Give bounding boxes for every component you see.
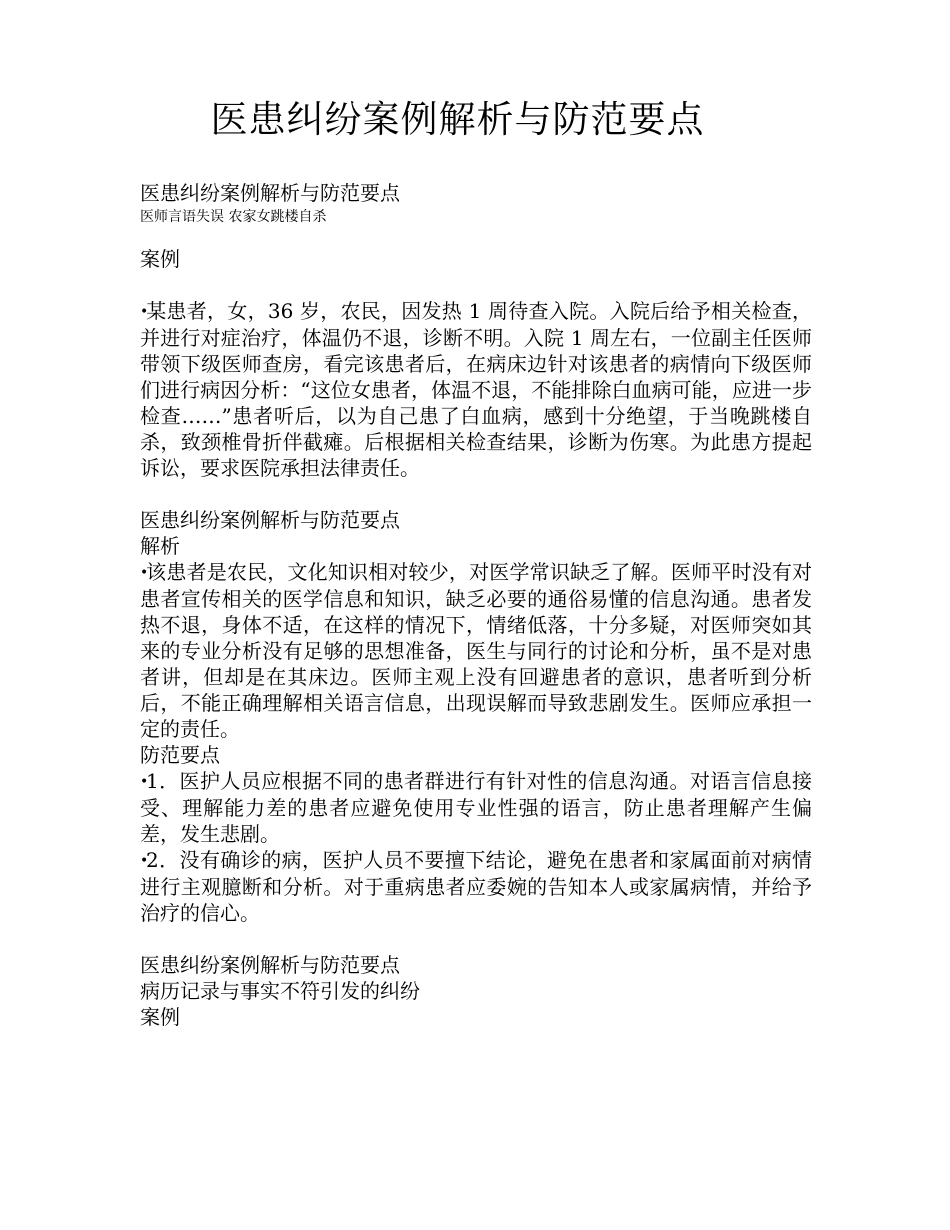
case-label: 案例 bbox=[140, 1005, 180, 1029]
bullet-icon: • bbox=[140, 565, 149, 581]
section-header: 医患纠纷案例解析与防范要点 bbox=[140, 181, 400, 205]
prevention-label: 防范要点 bbox=[140, 743, 220, 767]
section-header: 医患纠纷案例解析与防范要点 bbox=[140, 953, 400, 977]
document-body bbox=[140, 180, 812, 1030]
analysis-paragraph bbox=[140, 559, 812, 742]
case-paragraph bbox=[140, 298, 812, 481]
section-subtitle: 医师言语失误 农家女跳楼自杀 bbox=[140, 209, 327, 225]
analysis-label: 解析 bbox=[140, 534, 180, 558]
bullet-icon: • bbox=[140, 853, 149, 869]
bullet-icon: • bbox=[140, 774, 149, 790]
case-text: 某患者，女，36 岁，农民，因发热 1 周待查入院。入院后给予相关检查，并进行对症治疗，体温仍不退，诊断不明。入院 1 周左右，一位副主任医师带领下级医师查房，看完该患者后，在病床边针对该患者的病情向下级医师们进行病因分析：“这位女患者，体温不退，不能排除白血病可能，应进一步检查……”患者听后，以为自己患了白血病，感到十分绝望，于当晚跳楼自杀，致颈椎骨折伴截瘫。后根据相关检查结果，诊断为伤寒。为此患方提起诉讼，要求医院承担法律责任。 bbox=[140, 299, 812, 480]
bullet-icon: • bbox=[140, 304, 149, 320]
section-subtitle: 病历记录与事实不符引发的纠纷 bbox=[140, 979, 420, 1003]
prevention-point-text: 1．医护人员应根据不同的患者群进行有针对性的信息沟通。对语言信息接受、理解能力差的患者应避免使用专业性强的语言，防止患者理解产生偏差，发生悲剧。 bbox=[140, 769, 812, 846]
prevention-point bbox=[140, 768, 812, 847]
document-title: 医患纠纷案例解析与防范要点 bbox=[210, 98, 705, 141]
prevention-point bbox=[140, 847, 812, 926]
section-header: 医患纠纷案例解析与防范要点 bbox=[140, 508, 400, 532]
case-label: 案例 bbox=[140, 247, 180, 271]
prevention-point-text: 2．没有确诊的病，医护人员不要擅下结论，避免在患者和家属面前对病情进行主观臆断和分析。对于重病患者应委婉的告知本人或家属病情，并给予治疗的信心。 bbox=[140, 848, 812, 925]
analysis-text: 该患者是农民，文化知识相对较少，对医学常识缺乏了解。医师平时没有对患者宣传相关的医学信息和知识，缺乏必要的通俗易懂的信息沟通。患者发热不退，身体不适，在这样的情况下，情绪低落，十分多疑，对医师突如其来的专业分析没有足够的思想准备，医生与同行的讨论和分析，虽不是对患者讲，但却是在其床边。医师主观上没有回避患者的意识，患者听到分析后，不能正确理解相关语言信息，出现误解而导致悲剧发生。医师应承担一定的责任。 bbox=[140, 560, 812, 741]
